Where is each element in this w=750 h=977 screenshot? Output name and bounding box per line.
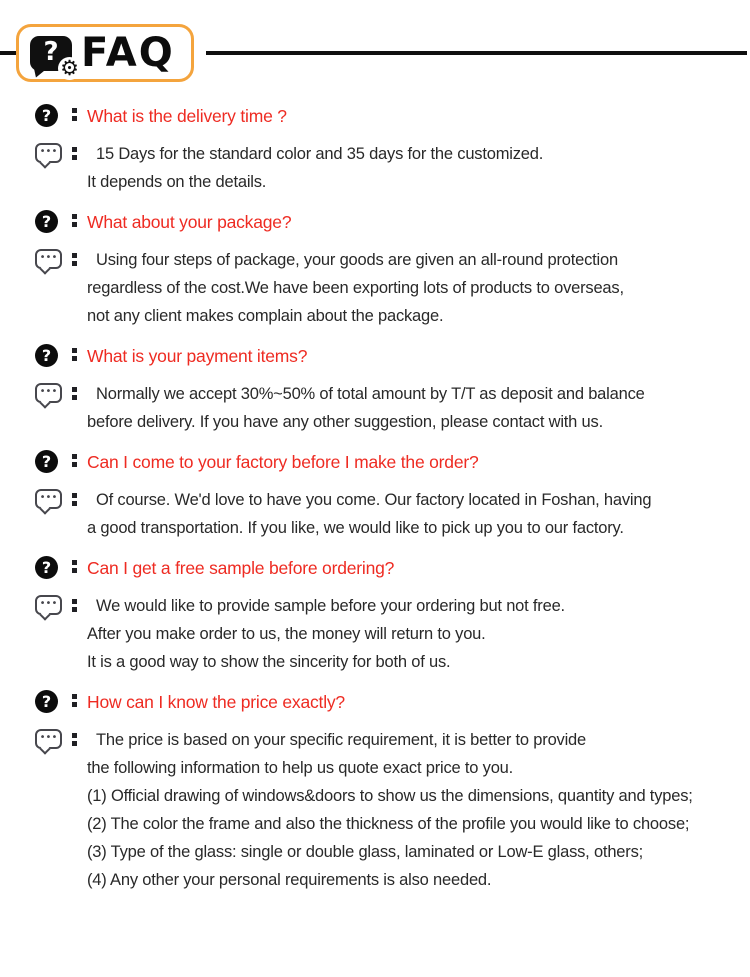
question-circle-icon: ? — [35, 104, 58, 127]
chat-bubble-icon — [35, 489, 62, 509]
answer-line: the following information to help us quote exact price to you. — [87, 759, 514, 777]
colon-separator-icon — [72, 454, 77, 467]
question-mark-glyph: ? — [43, 37, 59, 67]
answer-text — [87, 486, 651, 542]
qa-item — [35, 344, 750, 436]
answer-line: It is a good way to show the sincerity for both of us. — [87, 653, 451, 671]
answer-row — [35, 592, 750, 676]
chat-bubble-tail — [39, 503, 50, 514]
answer-line: Normally we accept 30%~50% of total amount by T/T as deposit and balance — [96, 385, 645, 403]
colon-separator-icon — [72, 214, 77, 227]
answer-line: (2) The color the frame and also the thickness of the profile you would like to choose; — [87, 815, 690, 833]
answer-text — [87, 380, 645, 436]
chat-bubble-icon — [35, 595, 62, 615]
chat-bubble-tail — [39, 263, 50, 274]
question-text: What is the delivery time ? — [87, 106, 287, 126]
question-text: Can I come to your factory before I make the order? — [87, 452, 479, 472]
question-circle-icon: ? — [35, 450, 58, 473]
question-circle-icon: ? — [35, 556, 58, 579]
question-row — [35, 556, 750, 580]
question-circle-icon: ? — [35, 210, 58, 233]
answer-line: a good transportation. If you like, we would like to pick up you to our factory. — [87, 519, 624, 537]
question-text: What is your payment items? — [87, 346, 308, 366]
faq-header — [0, 24, 750, 82]
answer-line: 15 Days for the standard color and 35 days for the customized. — [96, 145, 544, 163]
qa-item — [35, 210, 750, 330]
colon-separator-icon — [72, 348, 77, 361]
colon-separator-icon — [72, 108, 77, 121]
question-text: How can I know the price exactly? — [87, 692, 345, 712]
colon-separator-icon — [72, 694, 77, 707]
gear-icon: ⚙ — [58, 57, 81, 80]
answer-line: not any client makes complain about the package. — [87, 307, 444, 325]
question-row — [35, 690, 750, 714]
answer-text — [87, 140, 543, 196]
bubble-dots: ••• — [39, 492, 58, 503]
qa-item — [35, 690, 750, 894]
bubble-dots: ••• — [39, 386, 58, 397]
colon-separator-icon — [72, 253, 77, 266]
bubble-dots: ••• — [39, 598, 58, 609]
answer-text — [87, 246, 624, 330]
answer-row — [35, 486, 750, 542]
answer-text — [87, 592, 565, 676]
chat-bubble-tail — [39, 743, 50, 754]
answer-line: We would like to provide sample before your ordering but not free. — [96, 597, 565, 615]
colon-separator-icon — [72, 387, 77, 400]
question-circle-icon: ? — [35, 344, 58, 367]
colon-separator-icon — [72, 560, 77, 573]
faq-title: FAQ — [81, 30, 175, 76]
answer-line: Of course. We'd love to have you come. Our factory located in Foshan, having — [96, 491, 652, 509]
question-text: What about your package? — [87, 212, 292, 232]
bubble-dots: ••• — [39, 146, 58, 157]
answer-row — [35, 246, 750, 330]
question-text: Can I get a free sample before ordering? — [87, 558, 395, 578]
answer-line: (1) Official drawing of windows&doors to show us the dimensions, quantity and types; — [87, 787, 693, 805]
colon-separator-icon — [72, 493, 77, 506]
qa-item — [35, 450, 750, 542]
answer-line: (4) Any other your personal requirements is also needed. — [87, 871, 492, 889]
answer-line: After you make order to us, the money will return to you. — [87, 625, 486, 643]
chat-bubble-tail — [39, 157, 50, 168]
question-row — [35, 344, 750, 368]
bubble-dots: ••• — [39, 252, 58, 263]
answer-row — [35, 140, 750, 196]
question-row — [35, 104, 750, 128]
answer-text — [87, 726, 693, 894]
qa-item — [35, 104, 750, 196]
answer-line: It depends on the details. — [87, 173, 267, 191]
colon-separator-icon — [72, 599, 77, 612]
chat-bubble-icon — [35, 729, 62, 749]
answer-row — [35, 380, 750, 436]
chat-bubble-icon — [35, 143, 62, 163]
chat-bubble-tail — [39, 609, 50, 620]
qa-item — [35, 556, 750, 676]
colon-separator-icon — [72, 733, 77, 746]
colon-separator-icon — [72, 147, 77, 160]
answer-line: before delivery. If you have any other suggestion, please contact with us. — [87, 413, 603, 431]
chat-bubble-tail — [39, 397, 50, 408]
speech-bubble-tail — [34, 69, 47, 78]
bubble-dots: ••• — [39, 732, 58, 743]
question-circle-icon: ? — [35, 690, 58, 713]
chat-bubble-icon — [35, 383, 62, 403]
answer-line: regardless of the cost.We have been exporting lots of products to overseas, — [87, 279, 624, 297]
answer-line: The price is based on your specific requirement, it is better to provide — [96, 731, 587, 749]
faq-list — [0, 104, 750, 894]
header-rule-left — [0, 51, 16, 55]
question-row — [35, 450, 750, 474]
chat-bubble-icon — [35, 249, 62, 269]
faq-logo-box — [16, 24, 194, 82]
question-row — [35, 210, 750, 234]
speech-bubble-icon — [30, 36, 79, 80]
answer-line: Using four steps of package, your goods are given an all-round protection — [96, 251, 618, 269]
header-rule-right — [206, 51, 747, 55]
answer-line: (3) Type of the glass: single or double glass, laminated or Low-E glass, others; — [87, 843, 643, 861]
answer-row — [35, 726, 750, 894]
